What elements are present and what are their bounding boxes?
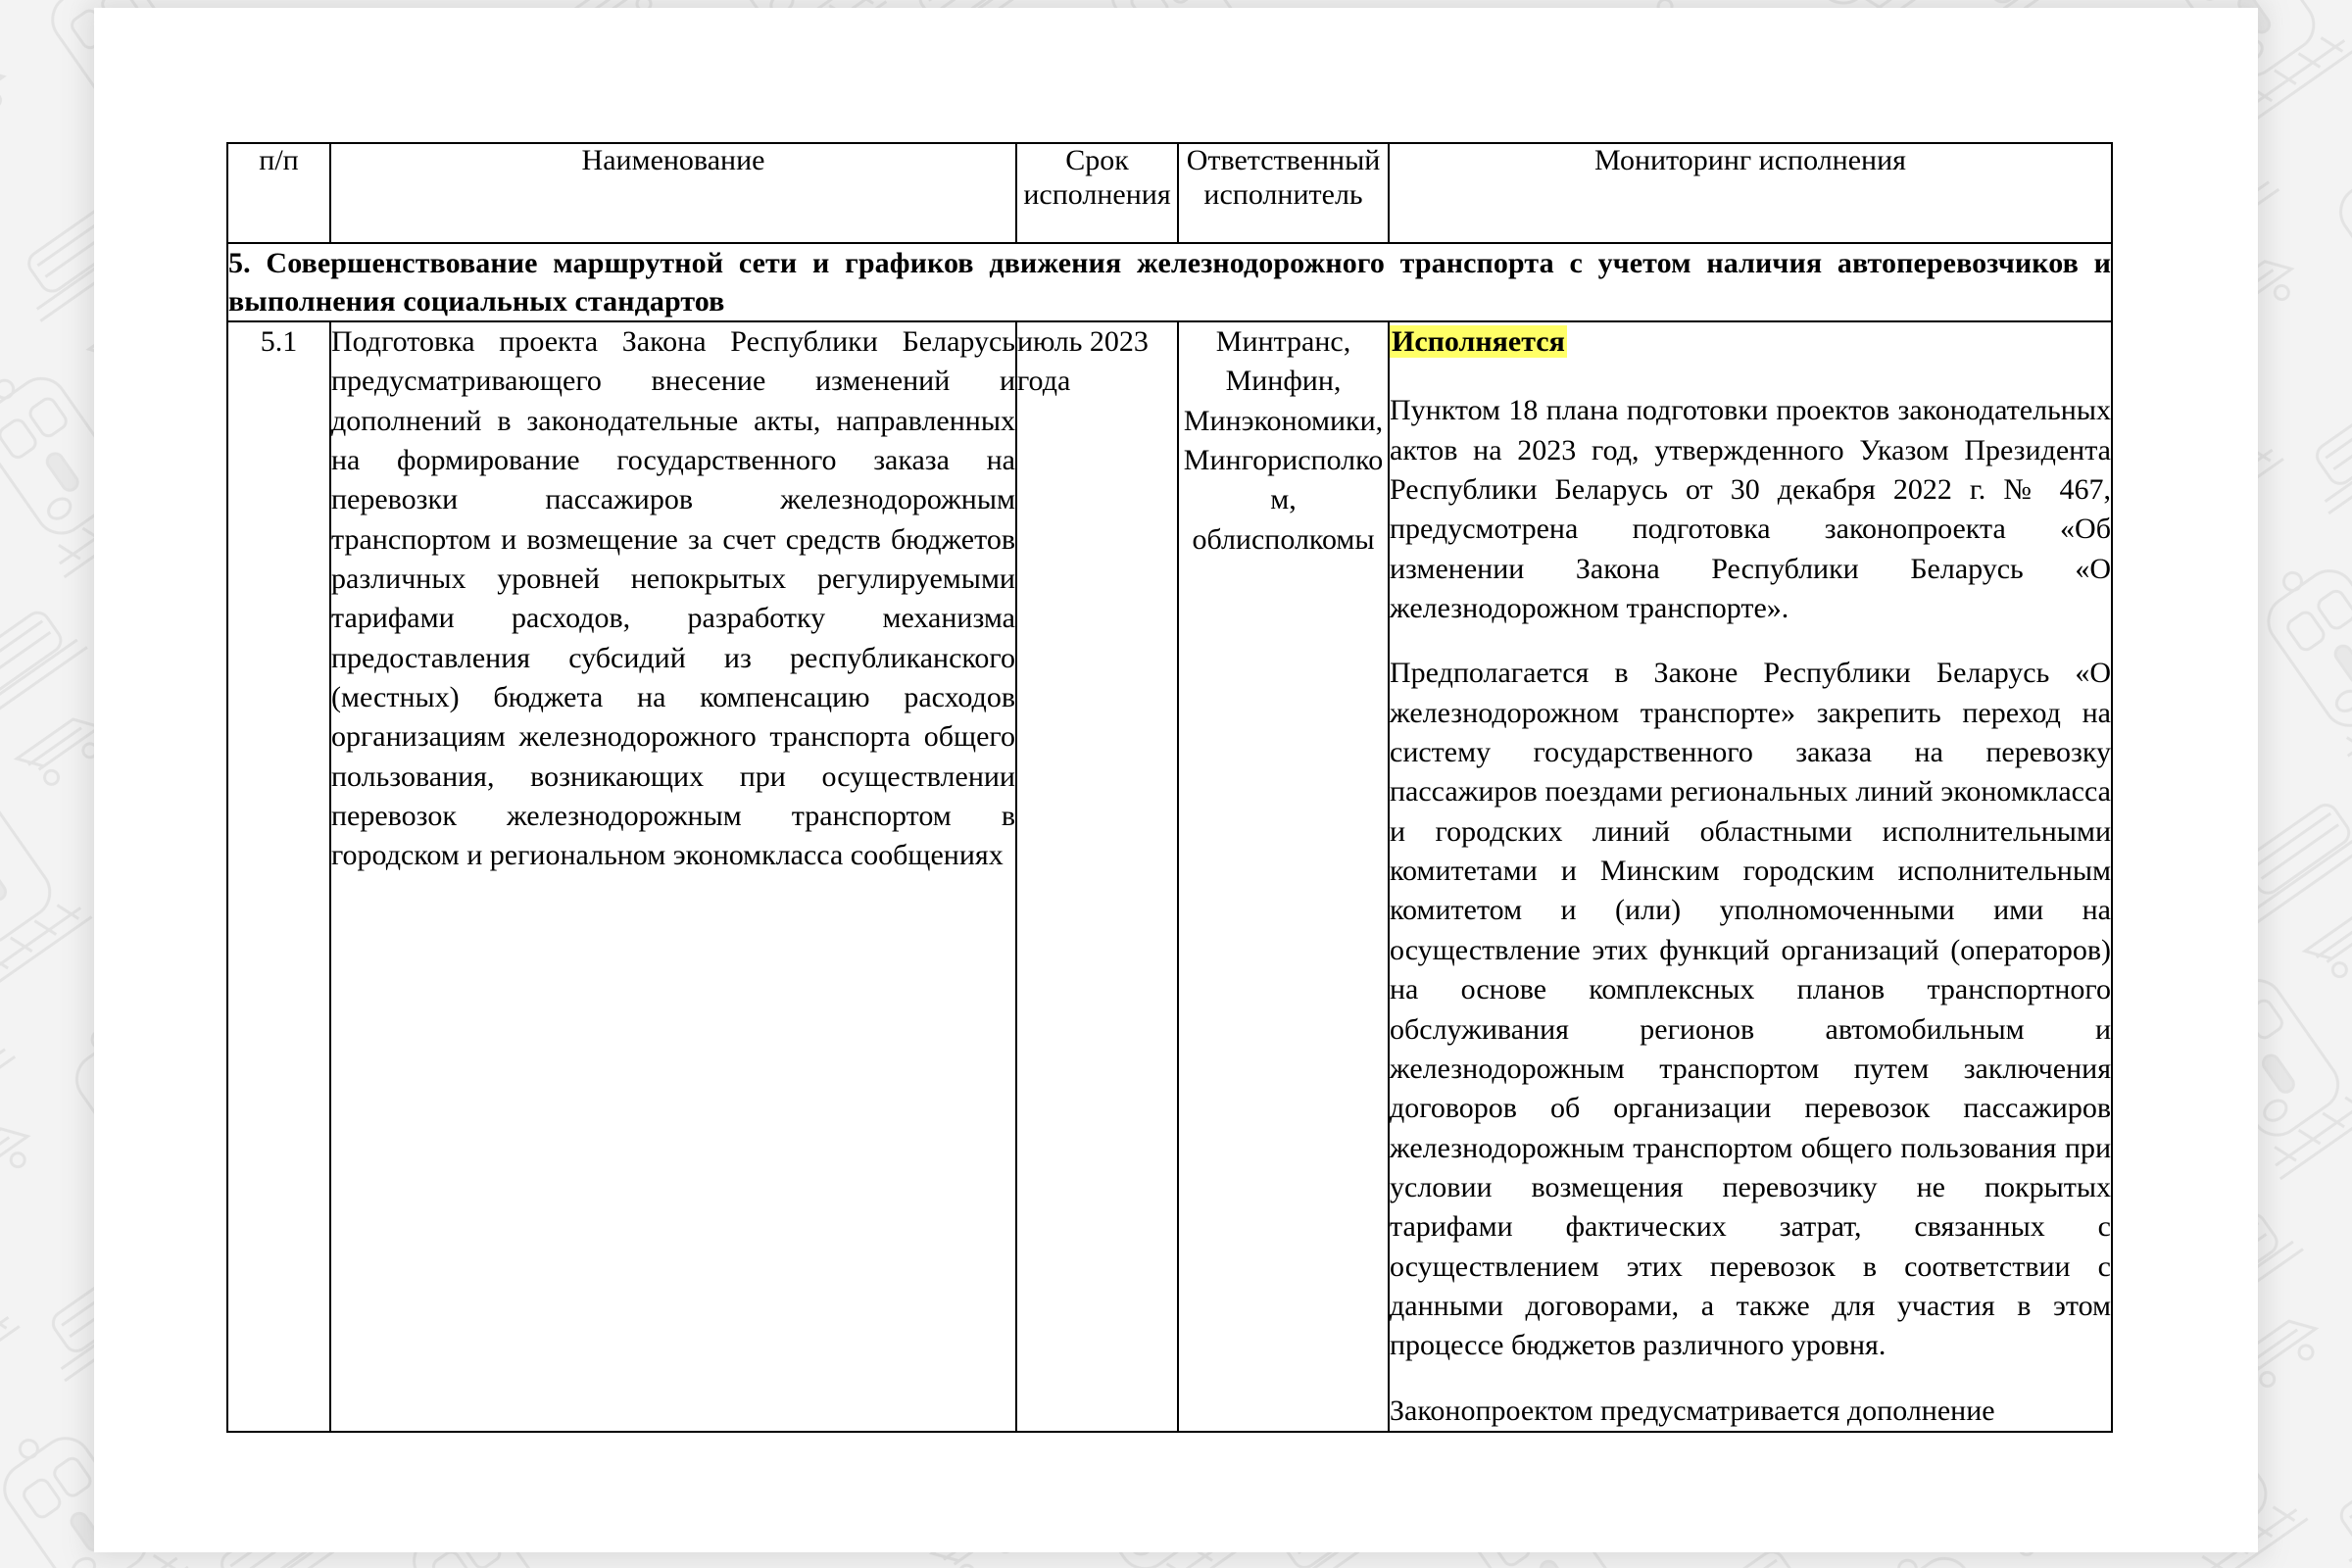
status-line <box>1390 322 2111 362</box>
column-header-responsible <box>1178 143 1389 243</box>
row-number: 5.1 <box>227 321 330 1432</box>
row-name: Подготовка проекта Закона Республики Беларусь предусматривающего внесение изменений и дополнений в законодательные акты, направленных на формирование государственного заказа на перевозки пассажиров железнодорожным транспортом и возмещение за счет средств бюджетов различных уровней непокрытых регулируемыми тарифами расходов, разработку механизма предоставления субсидий из республиканского (местных) бюджета на компенсацию расходов организациям железнодорожного транспорта общего пользования, возникающих при осуществлении перевозок железнодорожным транспортом в городском и региональном экономкласса сообщениях <box>330 321 1016 1432</box>
row-term: июль 2023 года <box>1016 321 1178 1432</box>
column-header-term-line1: Срок <box>1065 144 1129 176</box>
column-header-name: Наименование <box>330 143 1016 243</box>
column-header-responsible-line1: Ответственный <box>1186 144 1381 176</box>
section-title-row <box>227 243 2112 321</box>
column-header-monitoring: Мониторинг исполнения <box>1389 143 2112 243</box>
monitoring-paragraph-3: Законопроектом предусматривается дополнение <box>1390 1394 1995 1427</box>
row-monitoring <box>1389 321 2112 1432</box>
monitoring-paragraph-1: Пунктом 18 плана подготовки проектов законодательных актов на 2023 год, утвержденного Указом Президента Республики Беларусь от 30 декабря 2022 г. № 467, предусмотрена подготовка законопроекта «Об изменении Закона Республики Беларусь «О железнодорожном транспорте». <box>1390 394 2111 625</box>
plan-table <box>226 142 2113 1433</box>
column-header-number: п/п <box>227 143 330 243</box>
table-row <box>227 321 2112 1432</box>
column-header-term <box>1016 143 1178 243</box>
column-header-responsible-line2: исполнитель <box>1203 177 1363 211</box>
status-badge: Исполняется <box>1392 325 1565 358</box>
row-responsible: Минтранс, Минфин, Минэкономики, Мингорисполком, облисполкомы <box>1178 321 1389 1432</box>
table-header-row <box>227 143 2112 243</box>
column-header-term-line2: исполнения <box>1023 177 1171 211</box>
document-page-sheet <box>94 8 2258 1552</box>
section-title: 5. Совершенствование маршрутной сети и графиков движения железнодорожного транспорта с учетом наличия автоперевозчиков и выполнения социальных стандартов <box>227 243 2112 321</box>
monitoring-paragraph-2: Предполагается в Законе Республики Беларусь «О железнодорожном транспорте» закрепить переход на систему государственного заказа на перевозку пассажиров поездами региональных линий экономкласса и городских линий областными исполнительными комитетами и Минским городским исполнительным комитетом и (или) уполномоченными ими на осуществление этих функций организаций (операторов) на основе комплексных планов транспортного обслуживания регионов автомобильным и железнодорожным транспортом путем заключения договоров об организации перевозок пассажиров железнодорожным транспортом общего пользования при условии возмещения перевозчику не покрытых тарифами фактических затрат, связанных с осуществлением этих перевозок в соответствии с данными договорами, а также для участия в этом процессе бюджетов различного уровня. <box>1390 657 2111 1362</box>
